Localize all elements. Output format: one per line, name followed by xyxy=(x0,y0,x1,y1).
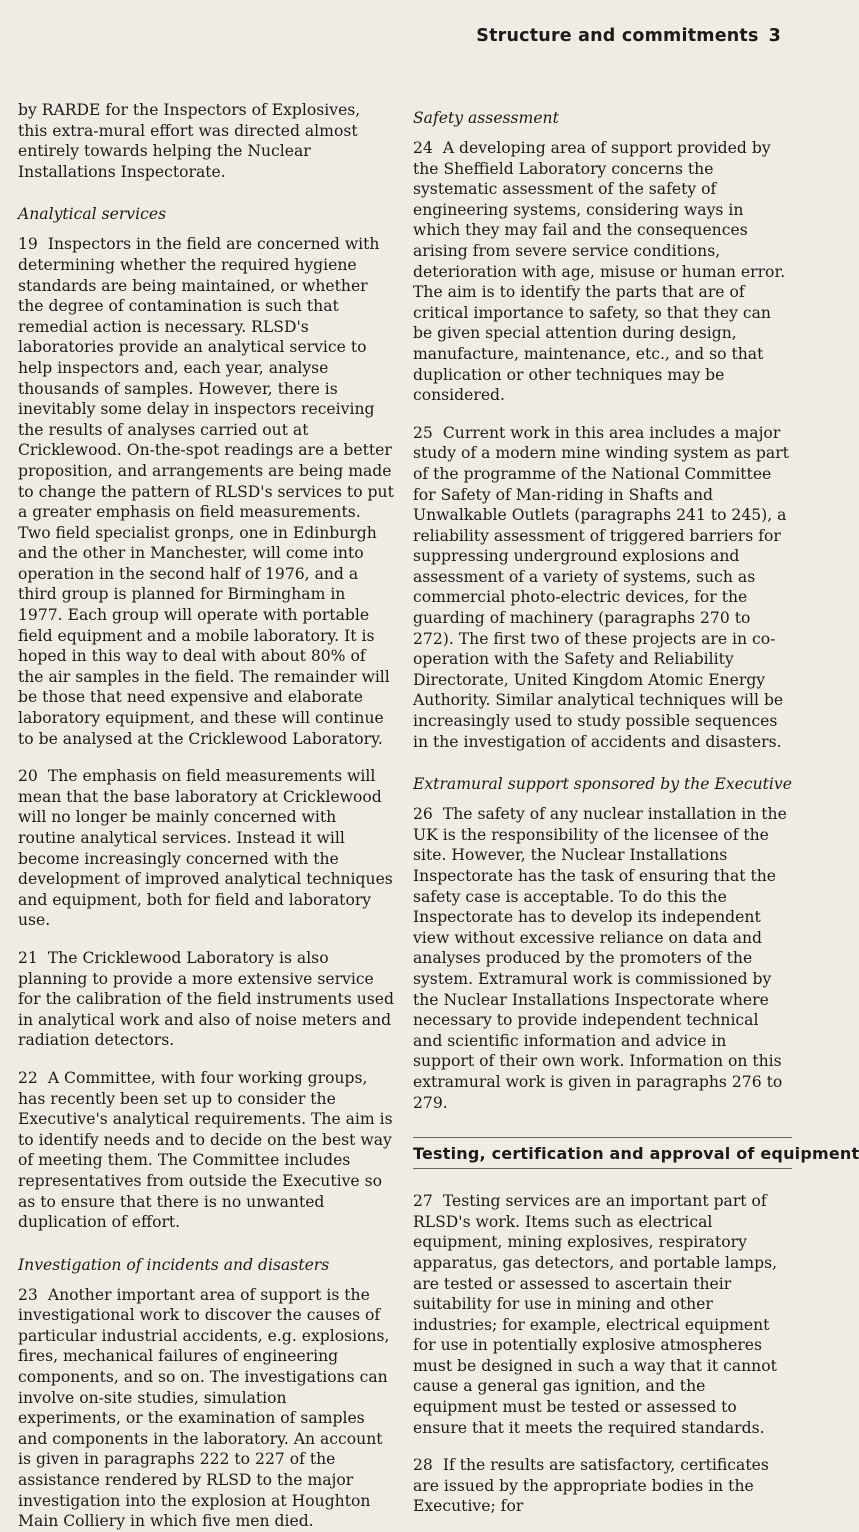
paragraph-text: Inspectors in the field are concerned with determining whether the required hygiene standards are being maintained, or whether the degree of contamination is such that remedial action is necessary. RLSD's laboratories provide an analytical service to help inspectors and, each year, analyse thousands of samples. However, there is inevitably some delay in inspectors receiving the results of analyses carried out at Cricklewood. On-the-spot readings are a better proposition, and arrangements are being made to change the pattern of RLSD's services to put a greater emphasis on field measurements. Two field specialist gronps, one in Edinburgh and the other in Manchester, will come into operation in the second half of 1976, and a third group is planned for Birmingham in 1977. Each group will operate with portable field equipment and a mobile laboratory. It is hoped in this way to deal with about 80% of the air samples in the field. The remainder will be those that need expensive and elaborate laboratory equipment, and these will continue to be analysed at the Cricklewood Laboratory. xyxy=(18,235,394,748)
paragraph-number: 25 xyxy=(413,423,433,442)
paragraph-25 xyxy=(413,423,792,753)
paragraph-text: The emphasis on field measurements will mean that the base laboratory at Cricklewood will no longer be mainly concerned with routine analytical services. Instead it will become increasingly concerned with the development of improved analytical techniques and equipment, both for field and laboratory use. xyxy=(18,767,393,930)
heading-investigation: Investigation of incidents and disasters xyxy=(18,1255,330,1274)
paragraph-23 xyxy=(18,1285,394,1532)
heading-extramural-support: Extramural support sponsored by the Executive xyxy=(413,775,792,794)
paragraph-22 xyxy=(18,1068,394,1233)
paragraph-number: 28 xyxy=(413,1456,433,1475)
paragraph-19 xyxy=(18,234,394,749)
paragraph-24 xyxy=(413,138,792,406)
paragraph-20 xyxy=(18,766,394,931)
paragraph-text: Another important area of support is the investigational work to discover the causes of particular industrial accidents, e.g. explosions, fires, mechanical failures of engineering components, and so on. The investigations can involve on-site studies, simulation experiments, or the examination of samples and components in the laboratory. An account is given in paragraphs 222 to 227 of the assistance rendered by RLSD to the major investigation into the explosion at Houghton Main Colliery in which five men died. xyxy=(18,1285,390,1531)
paragraph-number: 19 xyxy=(18,235,38,254)
left-column xyxy=(18,100,394,1532)
paragraph-number: 26 xyxy=(413,805,433,824)
paragraph-27 xyxy=(413,1191,792,1438)
paragraph-number: 22 xyxy=(18,1068,38,1087)
paragraph-number: 21 xyxy=(18,948,38,967)
page-number: 3 xyxy=(768,26,781,46)
paragraph-text: The safety of any nuclear installation in the UK is the responsibility of the licensee of the site. However, the Nuclear Installations Inspectorate has the task of ensuring that the safety case is acceptable. To do this the Inspectorate has to develop its independent view without excessive reliance on data and analyses produced by the promoters of the system. Extramural work is commissioned by the Nuclear Installations Inspectorate where necessary to provide independent technical and scientific information and advice in support of their own work. Information on this extramural work is given in paragraphs 276 to 279. xyxy=(413,805,787,1112)
paragraph-26 xyxy=(413,804,792,1113)
paragraph-text: A Committee, with four working groups, has recently been set up to consider the Executive's analytical requirements. The aim is to identify needs and to decide on the best way of meeting them. The Committee includes representatives from outside the Executive so as to ensure that there is no unwanted duplication of effort. xyxy=(18,1068,393,1232)
paragraph-text: Testing services are an important part of RLSD's work. Items such as electrical equipment, mining explosives, respiratory apparatus, gas detectors, and portable lamps, are tested or assessed to ascertain their suitability for use in mining and other industries; for example, electrical equipment for use in potentially explosive atmospheres must be designed in such a way that it cannot cause a general gas ignition, and the equipment must be tested or assessed to ensure that it meets the required standards. xyxy=(413,1192,778,1437)
paragraph-continuation: by RARDE for the Inspectors of Explosives, this extra-mural effort was directed almost entirely towards helping the Nuclear Installations Inspectorate. xyxy=(18,101,361,181)
heading-safety-assessment: Safety assessment xyxy=(413,109,559,127)
paragraph-text: The Cricklewood Laboratory is also planning to provide a more extensive service for the calibration of the field instruments used in analytical work and also of noise meters and radiation detectors. xyxy=(18,948,394,1050)
heading-analytical-services: Analytical services xyxy=(18,205,167,224)
paragraph-text: Current work in this area includes a major study of a modern mine winding system as part of the programme of the National Committee for Safety of Man-riding in Shafts and Unwalkable Outlets (paragraphs 241 to 245), a reliability assessment of triggered barriers for suppressing underground explosions and assessment of a variety of systems, such as commercial photo-electric devices, for the guarding of machinery (paragraphs 270 to 272). The first two of these projects are in co-operation with the Safety and Reliability Directorate, United Kingdom Atomic Energy Authority. Similar analytical techniques will be increasingly used to study possible sequences in the investigation of accidents and disasters. xyxy=(413,423,789,751)
right-column xyxy=(413,100,859,1517)
paragraph-number: 20 xyxy=(18,767,38,786)
paragraph-text: A developing area of support provided by the Sheffield Laboratory concerns the systematic assessment of the safety of engineering systems, considering ways in which they may fail and the consequences arising from severe service conditions, deterioration with age, misuse or human error. The aim is to identify the parts that are of critical importance to safety, so that they can be given special attention during design, manufacture, maintenance, etc., and so that duplication or other techniques may be considered. xyxy=(413,139,786,405)
running-head-title: Structure and commitments xyxy=(476,26,759,46)
paragraph-number: 27 xyxy=(413,1192,433,1211)
paragraph-number: 23 xyxy=(18,1285,38,1304)
paragraph-21 xyxy=(18,948,394,1051)
paragraph-text: If the results are satisfactory, certificates are issued by the appropriate bodies in the Executive; for xyxy=(413,1456,769,1516)
paragraph-number: 24 xyxy=(413,139,433,157)
running-head xyxy=(476,26,781,46)
section-heading-testing: Testing, certification and approval of equipment xyxy=(413,1137,792,1169)
paragraph-28 xyxy=(413,1455,792,1517)
